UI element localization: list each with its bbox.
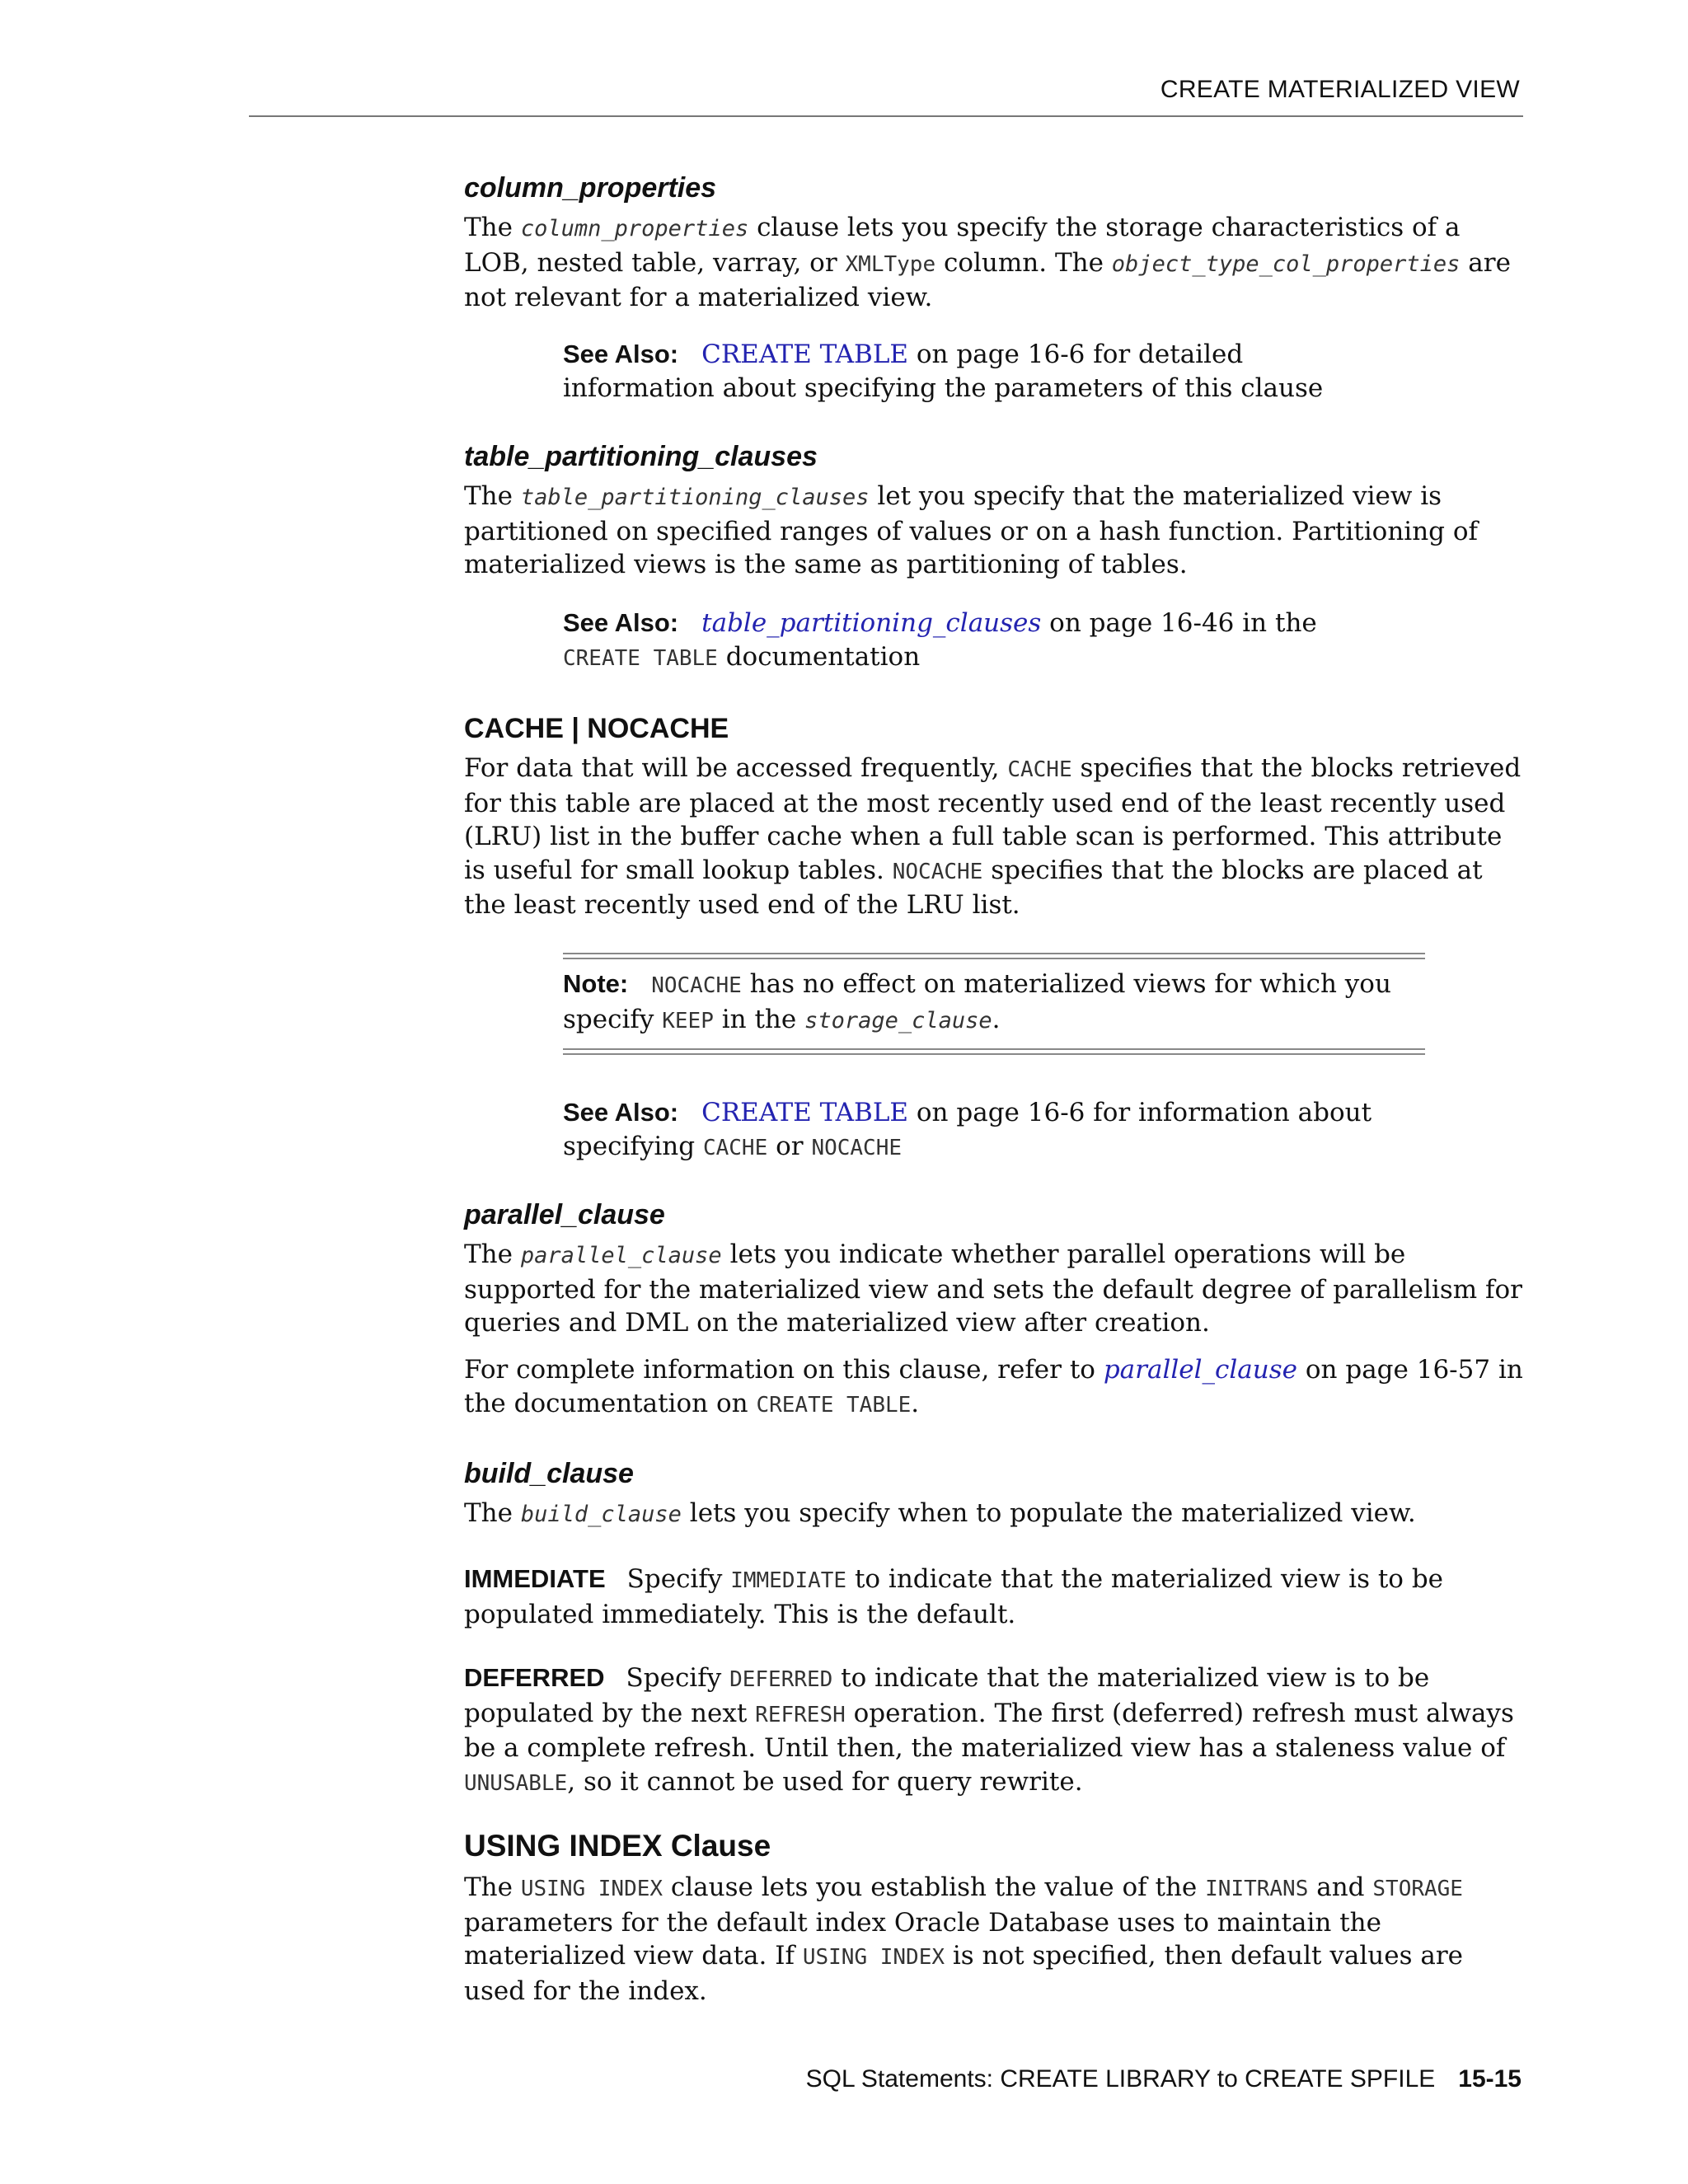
code-term: DEFERRED <box>729 1667 833 1692</box>
code-term: STORAGE <box>1372 1877 1463 1901</box>
note-bottom-rule <box>563 1048 1425 1055</box>
heading-table-partitioning: table_partitioning_clauses <box>464 441 818 472</box>
code-term: CACHE <box>702 1135 768 1160</box>
see-also-label: See Also: <box>563 608 679 637</box>
heading-column-properties: column_properties <box>464 172 717 204</box>
term-deferred: DEFERRED <box>464 1663 605 1692</box>
code-term: NOCACHE <box>811 1135 903 1160</box>
note-nocache: Note: NOCACHE has no effect on materialized views for which you specify KEEP in the storage_clause. <box>563 969 1391 1034</box>
paragraph-column-properties: The column_properties clause lets you specify the storage characteristics of a LOB, nested table, varray, or XMLType column. The object_type_col_properties are not relevant for a materialized view. <box>464 213 1511 312</box>
code-term: table_partitioning_clauses <box>520 485 870 510</box>
code-term: object_type_col_properties <box>1111 251 1461 277</box>
code-term: column_properties <box>520 216 749 241</box>
code-term: CREATE TABLE <box>563 645 718 671</box>
code-term: USING INDEX <box>802 1945 945 1970</box>
term-immediate: IMMEDIATE <box>464 1564 606 1593</box>
paragraph-table-partitioning: The table_partitioning_clauses let you specify that the materialized view is partitioned on specified ranges of values or on a hash function. Partitioning of materialized views is the same as partitioning of tables. <box>464 481 1478 579</box>
heading-cache-nocache: CACHE | NOCACHE <box>464 713 729 744</box>
page-number: 15-15 <box>1458 2065 1522 2093</box>
running-header: CREATE MATERIALIZED VIEW <box>1160 76 1520 103</box>
paragraph-parallel-clause: The parallel_clause lets you indicate whether parallel operations will be supported for the materialized view and sets the default degree of parallelism for queries and DML on the materialized view after creation. <box>464 1240 1522 1338</box>
see-also-label: See Also: <box>563 340 679 368</box>
code-term: storage_clause <box>804 1007 992 1033</box>
paragraph-parallel-reference: For complete information on this clause, refer to parallel_clause on page 16-57 in the documentation on CREATE TABLE. <box>464 1355 1523 1418</box>
code-term: build_clause <box>520 1502 682 1527</box>
link-create-table[interactable]: CREATE TABLE <box>701 340 909 369</box>
code-term: XMLType <box>845 251 936 277</box>
link-table-partitioning-clauses[interactable]: table_partitioning_clauses <box>701 608 1042 638</box>
footer-title: SQL Statements: CREATE LIBRARY to CREATE SPFILE <box>805 2065 1436 2093</box>
code-term: NOCACHE <box>651 973 742 998</box>
paragraph-using-index: The USING INDEX clause lets you establish the value of the INITRANS and STORAGE parameters for the default index Oracle Database uses to maintain the materialized view data. If USING INDEX is not specified, then default values are used for the index. <box>464 1872 1463 2006</box>
heading-parallel-clause: parallel_clause <box>464 1199 665 1230</box>
code-term: KEEP <box>662 1008 714 1033</box>
see-also-table-partitioning: See Also: table_partitioning_clauses on page 16-46 in the CREATE TABLE documentation <box>563 608 1317 672</box>
see-also-cache: See Also: CREATE TABLE on page 16-6 for information about specifying CACHE or NOCACHE <box>563 1098 1372 1161</box>
heading-using-index: USING INDEX Clause <box>464 1829 771 1863</box>
note-top-rule <box>563 953 1425 959</box>
code-term: NOCACHE <box>892 859 983 884</box>
code-term: parallel_clause <box>520 1243 722 1268</box>
link-parallel-clause[interactable]: parallel_clause <box>1103 1355 1298 1385</box>
code-term: CACHE <box>1007 757 1072 782</box>
code-term: USING INDEX <box>520 1877 663 1901</box>
code-term: CREATE TABLE <box>756 1392 912 1418</box>
see-also-column-properties: See Also: CREATE TABLE on page 16-6 for detailed information about specifying the parameters of this clause <box>563 340 1324 403</box>
link-create-table[interactable]: CREATE TABLE <box>701 1098 909 1127</box>
code-term: UNUSABLE <box>464 1770 568 1796</box>
code-term: REFRESH <box>755 1702 846 1727</box>
header-rule <box>249 115 1523 117</box>
page-footer <box>806 2065 1522 2093</box>
paragraph-build-clause: The build_clause lets you specify when to populate the materialized view. <box>464 1498 1416 1528</box>
paragraph-deferred: DEFERRED Specify DEFERRED to indicate that the materialized view is to be populated by the next REFRESH operation. The first (deferred) refresh must always be a complete refresh. Until then, the materialized view has a staleness value of UNUSABLE, so it cannot be used for query rewrite. <box>464 1663 1514 1797</box>
heading-build-clause: build_clause <box>464 1458 634 1489</box>
code-term: INITRANS <box>1205 1877 1309 1901</box>
paragraph-cache: For data that will be accessed frequently, CACHE specifies that the blocks retrieved for this table are placed at the most recently used end of the least recently used (LRU) list in the buffer cache when a full table scan is performed. This attribute is useful for small lookup tables. NOCACHE specifies that the blocks are placed at the least recently used end of the LRU list. <box>464 753 1522 920</box>
paragraph-immediate: IMMEDIATE Specify IMMEDIATE to indicate that the materialized view is to be populated immediately. This is the default. <box>464 1564 1444 1629</box>
note-label: Note: <box>563 969 629 998</box>
code-term: IMMEDIATE <box>730 1568 847 1593</box>
see-also-label: See Also: <box>563 1098 679 1127</box>
